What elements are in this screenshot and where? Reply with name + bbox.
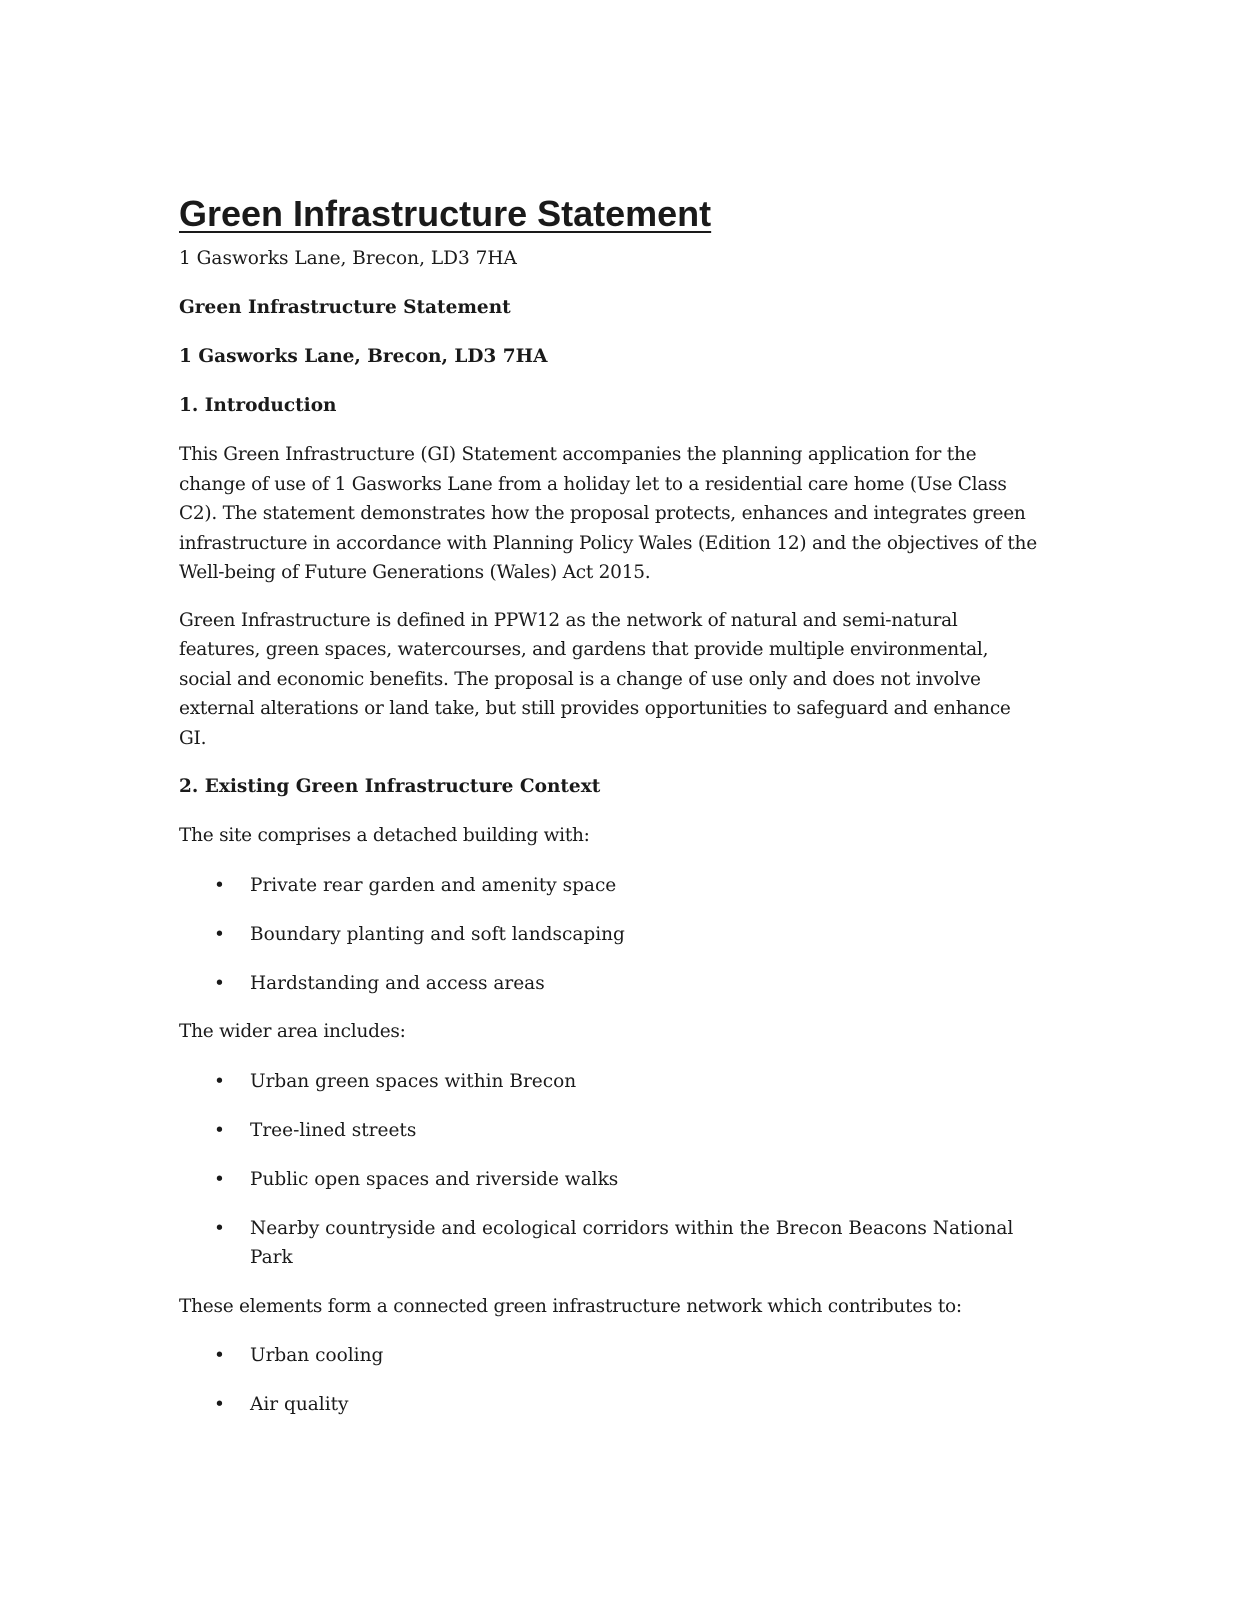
bullet-icon: • [214,1394,225,1415]
network-intro-text: These elements form a connected green infrastructure network which contributes to: [179,1295,962,1317]
list-item [179,1341,1039,1371]
list-item [179,1116,1039,1146]
bullet-icon: • [214,1168,225,1190]
list-item [179,1165,1039,1195]
bullet-icon: • [214,1345,225,1366]
list-item-text: Urban green spaces within Brecon [250,1070,577,1092]
list-item [179,920,1039,950]
wider-area-intro-text: The wider area includes: [179,1021,406,1042]
list-item-text: Nearby countryside and ecological corridors within the Brecon Beacons National Park [250,1217,1014,1268]
site-intro-text: The site comprises a detached building with: [179,825,590,846]
introduction-heading: 1. Introduction [179,395,337,416]
list-item-text: Hardstanding and access areas [250,972,545,994]
bullet-icon: • [214,1217,225,1239]
existing-context-heading: 2. Existing Green Infrastructure Context [179,776,601,797]
site-features-list [179,871,1039,999]
site-address: 1 Gasworks Lane, Brecon, LD3 7HA [179,248,517,269]
list-item [179,871,1039,901]
wider-area-list [179,1067,1039,1273]
bullet-icon: • [214,874,225,896]
list-item-text: Air quality [250,1394,349,1415]
bullet-icon: • [214,923,225,945]
bullet-icon: • [214,1119,225,1141]
list-item-text: Boundary planting and soft landscaping [250,923,625,945]
bold-site-address: 1 Gasworks Lane, Brecon, LD3 7HA [179,346,548,367]
list-item [179,1067,1039,1097]
document-title: Green Infrastructure Statement [179,193,712,234]
list-item [179,969,1039,999]
list-item-text: Urban cooling [250,1345,384,1366]
bullet-icon: • [214,972,225,994]
list-item [179,1214,1039,1273]
list-item [179,1390,1039,1420]
introduction-paragraph-2: Green Infrastructure is defined in PPW12 as the network of natural and semi-natural features, green spaces, watercourses, and gardens that provide multiple environmental, social and economic benefits. The proposal is a change of use only and does not involve external alterations or land take, but still provides opportunities to safeguard and enhance GI. [179,609,1011,749]
network-benefits-list [179,1341,1039,1420]
list-item-text: Tree-lined streets [250,1119,417,1141]
introduction-paragraph-1: This Green Infrastructure (GI) Statement accompanies the planning application for the change of use of 1 Gasworks Lane from a holiday let to a residential care home (Use Class C2). The statement demonstrates how the proposal protects, enhances and integrates green infrastructure in accordance with Planning Policy Wales (Edition 12) and the objectives of the Well-being of Future Generations (Wales) Act 2015. [179,444,1037,583]
list-item-text: Public open spaces and riverside walks [250,1168,619,1190]
document-body [179,190,1039,1420]
list-item-text: Private rear garden and amenity space [250,874,617,896]
bullet-icon: • [214,1070,225,1092]
bold-document-title: Green Infrastructure Statement [179,297,511,318]
